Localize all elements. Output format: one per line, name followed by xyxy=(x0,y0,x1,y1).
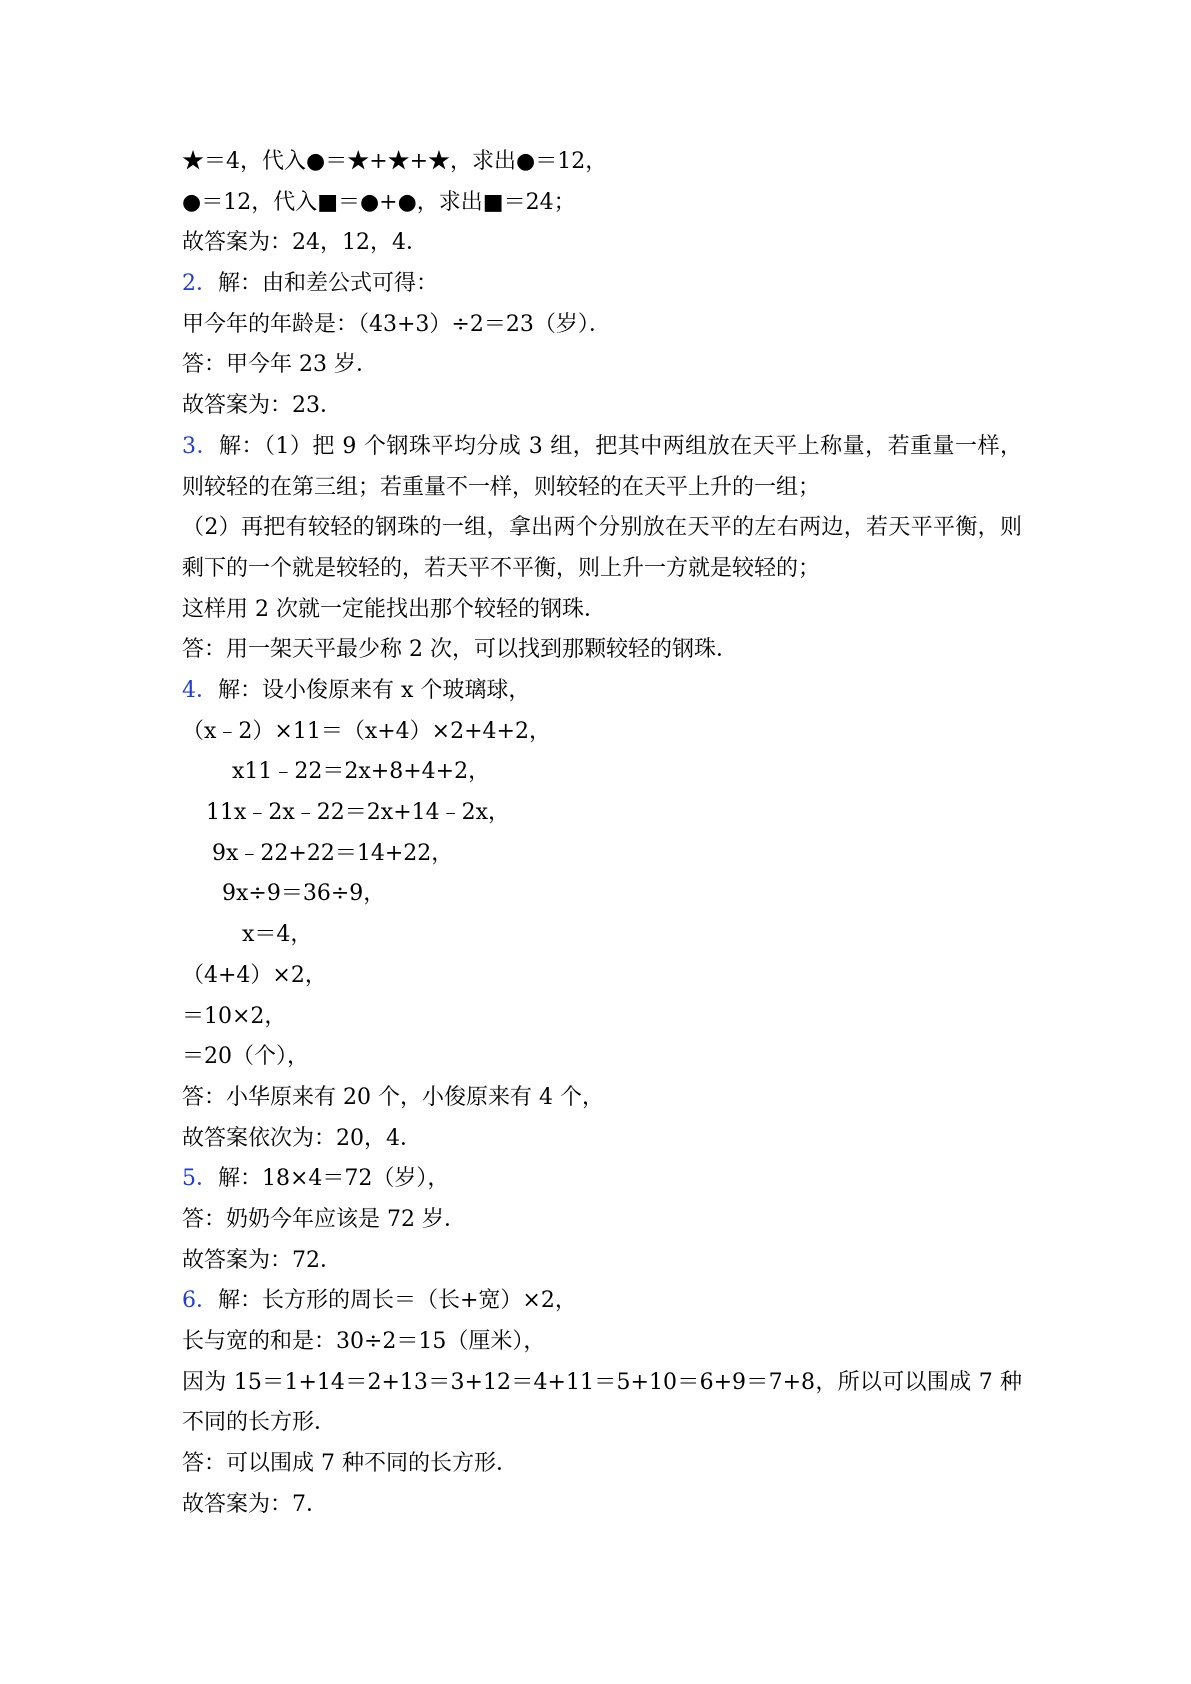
q4-line-1: （x﹣2）×11＝（x+4）×2+4+2， xyxy=(182,718,551,744)
q2-line-2: 答：甲今年 23 岁． xyxy=(182,352,378,378)
q4-line-9: ＝20（个）， xyxy=(182,1044,309,1070)
q6-line-1: 长与宽的和是：30÷2＝15（厘米）， xyxy=(182,1329,546,1354)
q4-head-text: 解：设小俊原来有 x 个玻璃球， xyxy=(218,678,531,703)
q6-heading xyxy=(182,1281,1022,1322)
q2-line-1: 甲今年的年龄是：（43+3）÷2＝23（岁）． xyxy=(182,311,611,337)
q4-line-10: 答：小华原来有 20 个，小俊原来有 4 个， xyxy=(182,1084,604,1110)
q3-line-2: 这样用 2 次就一定能找出那个较轻的钢珠． xyxy=(182,596,606,622)
intro-line-2: ●＝12，代入■＝●+●，求出■＝24； xyxy=(182,189,576,215)
q4-line-11: 故答案依次为：20，4． xyxy=(182,1125,422,1151)
q5-head-text: 解：18×4＝72（岁）， xyxy=(218,1166,450,1192)
q6-line-2: 因为 15＝1+14＝2+13＝3+12＝4+11＝5+10＝6+9＝7+8，所以可以围成 7 种不同的长方形． xyxy=(182,1369,1022,1436)
q4-heading xyxy=(182,671,1022,712)
q4-line-2: x11﹣22＝2x+8+4+2， xyxy=(232,759,491,785)
intro-line-1: ★＝4，代入●＝★+★+★，求出●＝12， xyxy=(182,149,608,174)
intro-answer: 故答案为：24，12，4． xyxy=(182,230,428,256)
q6-head-text: 解：长方形的周长＝（长+宽）×2， xyxy=(218,1288,577,1314)
q4-line-6: x＝4， xyxy=(242,922,313,948)
q5-heading xyxy=(182,1159,1022,1200)
q5-line-2: 故答案为：72． xyxy=(182,1247,342,1273)
q4-line-7: （4+4）×2， xyxy=(182,962,327,988)
q3-line-3: 答：用一架天平最少称 2 次，可以找到那颗较轻的钢珠． xyxy=(182,637,738,663)
q6-line-4: 故答案为：7． xyxy=(182,1491,328,1517)
q6-number: 6． xyxy=(182,1288,218,1314)
q4-line-5: 9x÷9＝36÷9， xyxy=(222,881,386,907)
q3-line-1: （2）再把有较轻的钢珠的一组，拿出两个分别放在天平的左右两边，若天平平衡，则剩下的一个就是较轻的，若天平不平衡，则上升一方就是较轻的； xyxy=(182,515,1022,581)
document-page xyxy=(182,142,1022,1525)
q2-line-3: 故答案为：23． xyxy=(182,393,342,419)
q5-line-1: 答：奶奶今年应该是 72 岁． xyxy=(182,1206,466,1232)
q3-head-text: 解：（1）把 9 个钢珠平均分成 3 组，把其中两组放在天平上称量，若重量一样，则较轻的在第三组；若重量不一样，则较轻的在天平上升的一组； xyxy=(182,433,1023,500)
q4-line-3: 11x﹣2x﹣22＝2x+14﹣2x， xyxy=(206,800,511,826)
q5-number: 5． xyxy=(182,1166,218,1192)
q2-heading xyxy=(182,264,1022,305)
q4-line-4: 9x﹣22+22＝14+22， xyxy=(212,840,454,866)
q4-number: 4． xyxy=(182,678,218,703)
q2-number: 2． xyxy=(182,271,218,297)
q2-head-text: 解：由和差公式可得： xyxy=(218,271,439,297)
q4-line-8: ＝10×2， xyxy=(182,1003,287,1029)
q3-heading xyxy=(182,427,1022,508)
q6-line-3: 答：可以围成 7 种不同的长方形． xyxy=(182,1451,518,1477)
q3-number: 3． xyxy=(182,433,219,459)
